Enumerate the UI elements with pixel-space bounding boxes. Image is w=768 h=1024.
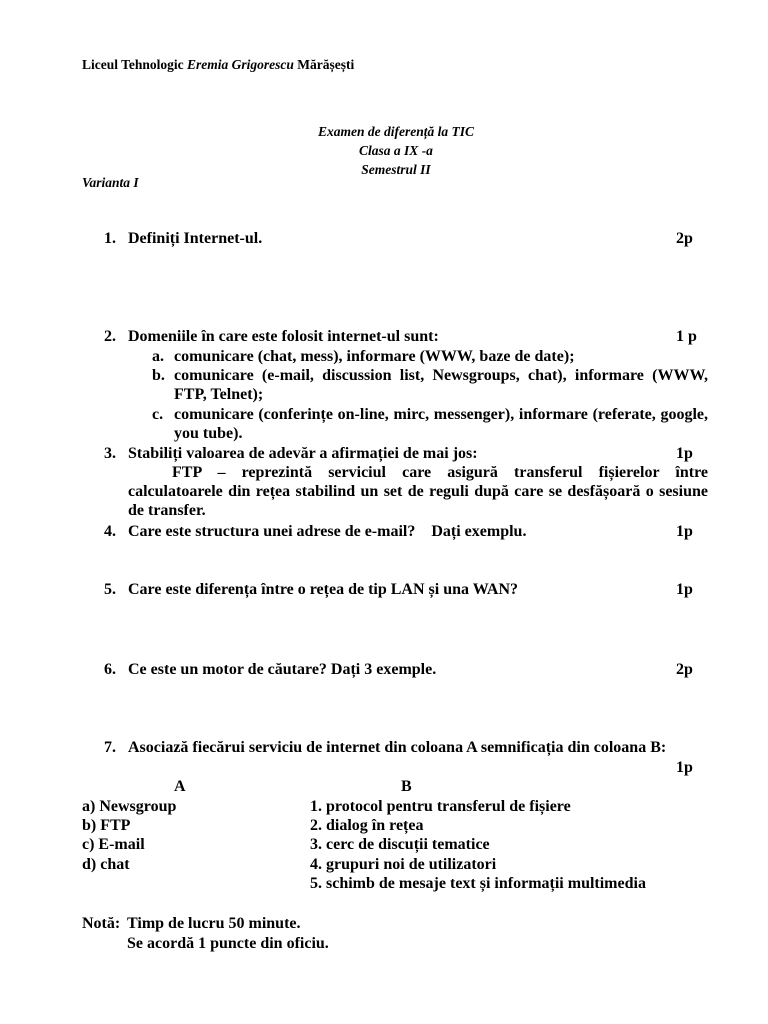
note-time: Timp de lucru 50 minute.: [127, 915, 301, 932]
column-b-item: 1. protocol pentru transferul de fișiere: [310, 798, 571, 815]
exam-class: Clasa a IX -a: [359, 143, 433, 158]
question-number: 4.: [104, 523, 116, 540]
option-text: comunicare (e-mail, discussion list, Newsgroups, chat), informare (WWW, FTP, Telnet);: [174, 367, 708, 403]
note-points: Se acordă 1 puncte din oficiu.: [127, 935, 329, 952]
question-number: 1.: [104, 230, 116, 247]
question-number: 5.: [104, 581, 116, 598]
school-name: Eremia Grigorescu: [187, 57, 294, 72]
question-number: 6.: [104, 661, 116, 678]
column-b-item: 4. grupuri noi de utilizatori: [310, 856, 497, 873]
question-text: Stabiliți valoarea de adevăr a afirmației de mai jos:: [128, 445, 478, 462]
question-text: Asociază fiecărui serviciu de internet din coloana A semnificația din coloana B:: [128, 739, 667, 756]
exam-variant: Varianta I: [82, 175, 139, 190]
column-a-header: A: [174, 778, 186, 795]
school-header: [82, 55, 354, 74]
question-points: 1p: [676, 523, 693, 540]
exam-title-line1: Examen de diferență la TIC: [318, 124, 474, 139]
column-a-item: b) FTP: [82, 817, 131, 834]
column-b-header: B: [401, 778, 412, 795]
option-label: c.: [152, 406, 164, 423]
column-a-item: d) chat: [82, 856, 130, 873]
school-city: Mărășești: [293, 57, 355, 72]
option-label: b.: [152, 367, 165, 384]
question-number: 7.: [104, 739, 116, 756]
question-points: 2p: [676, 661, 693, 678]
question-number: 2.: [104, 328, 116, 345]
option-text: comunicare (conferințe on-line, mirc, messenger), informare (referate, google, you tube).: [174, 406, 708, 442]
column-b-item: 5. schimb de mesaje text și informații multimedia: [310, 875, 646, 892]
question-text: Definiți Internet-ul.: [128, 230, 263, 247]
question-number: 3.: [104, 445, 116, 462]
column-a-item: a) Newsgroup: [82, 798, 177, 815]
column-b-item: 2. dialog în rețea: [310, 817, 424, 834]
question-points: 2p: [676, 230, 693, 247]
exam-semester: Semestrul II: [361, 162, 431, 177]
column-b-item: 3. cerc de discuții tematice: [310, 836, 490, 853]
question-text: Care este structura unei adrese de e-mail? Dați exemplu.: [128, 523, 527, 540]
question-text: Ce este un motor de căutare? Dați 3 exemple.: [128, 661, 437, 678]
question-points: 1 p: [676, 328, 697, 345]
question-points: 1p: [676, 445, 693, 462]
question-text: Care este diferența între o rețea de tip LAN și una WAN?: [128, 581, 519, 598]
question-points: 1p: [676, 759, 693, 776]
true-false-statement: FTP – reprezintă serviciul care asigură transferul fișierelor între calculatoarele din rețea stabilind un set de reguli după care se desfășoară o sesiune de transfer.: [128, 464, 708, 519]
question-text: Domeniile în care este folosit internet-ul sunt:: [128, 328, 439, 345]
option-label: a.: [152, 348, 164, 365]
exam-title: [12, 122, 768, 179]
column-a-item: c) E-mail: [82, 836, 145, 853]
question-points: 1p: [676, 581, 693, 598]
option-text: comunicare (chat, mess), informare (WWW, baze de date);: [174, 348, 575, 365]
school-prefix: Liceul Tehnologic: [82, 57, 188, 72]
note-label: Notă:: [82, 915, 121, 932]
